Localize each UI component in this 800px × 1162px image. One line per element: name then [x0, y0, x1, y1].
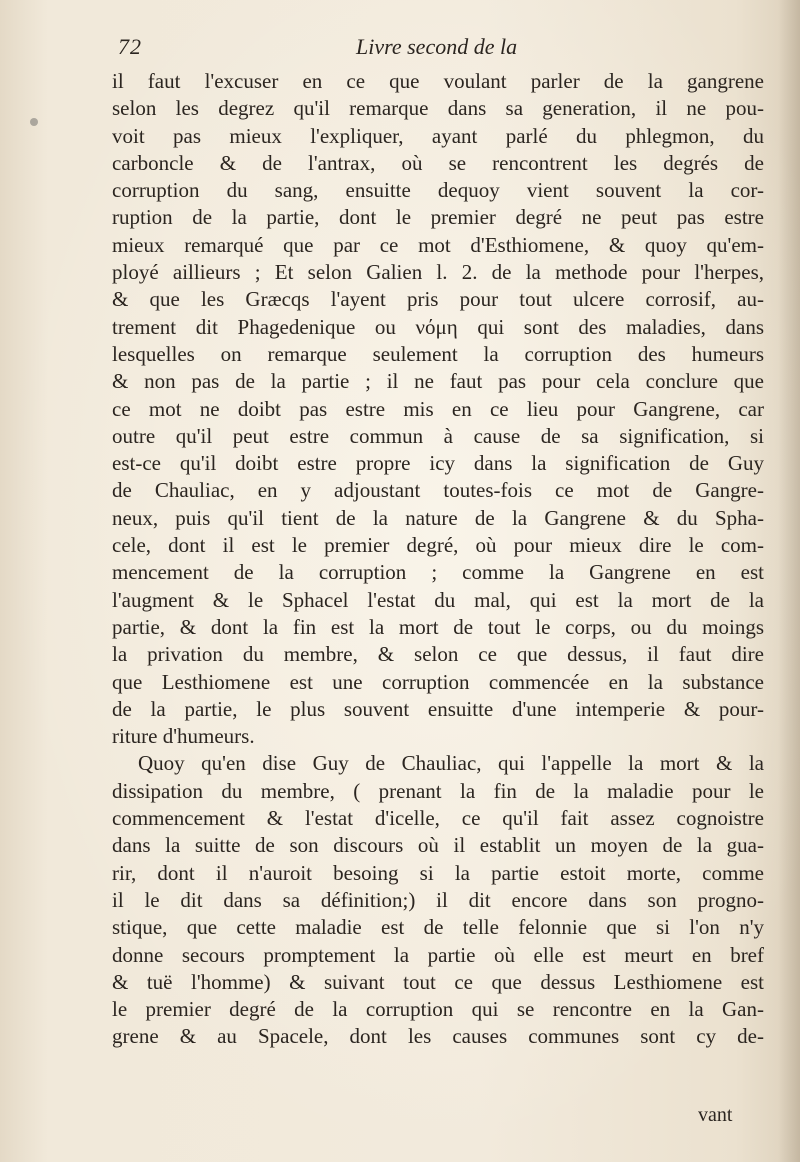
text-line: & tuë l'homme) & suivant tout ce que dessus Lesthiomene est [112, 969, 764, 994]
text-line: de la partie, le plus souvent ensuitte d'une intemperie & pour- [112, 696, 764, 721]
text-line: neux, puis qu'il tient de la nature de la Gangrene & du Spha- [112, 505, 764, 530]
text-line: voit pas mieux l'expliquer, ayant parlé du phlegmon, du [112, 123, 764, 148]
text-line: stique, que cette maladie est de telle felonnie que si l'on n'y [112, 915, 764, 940]
text-line: & non pas de la partie ; il ne faut pas pour cela conclure que [112, 369, 764, 394]
running-head: Livre second de la [356, 34, 518, 59]
page-edge-shadow [778, 0, 800, 1162]
text-line: rir, dont il n'auroit besoing si la partie estoit morte, comme [112, 860, 764, 885]
text-line: l'augment & le Sphacel l'estat du mal, qui est la mort de la [112, 587, 764, 612]
page-number: 72 [118, 34, 142, 59]
text-line: dans la suitte de son discours où il establit un moyen de la gua- [112, 833, 764, 858]
text-line: la privation du membre, & selon ce que dessus, il faut dire [112, 642, 764, 667]
ink-spot [30, 118, 38, 126]
text-line: il faut l'excuser en ce que voulant parler de la gangrene [112, 69, 764, 93]
text-line: dissipation du membre, ( prenant la fin de la maladie pour le [112, 778, 764, 803]
text-line: commencement & l'estat d'icelle, ce qu'il fait assez cognoistre [112, 806, 764, 831]
text-line: mieux remarqué que par ce mot d'Esthiomene, & quoy qu'em- [112, 232, 764, 257]
text-line: carboncle & de l'antrax, où se rencontrent les degrés de [112, 150, 764, 175]
text-line: mencement de la corruption ; comme la Gangrene en est [112, 560, 764, 585]
text-line: corruption du sang, ensuitte dequoy vient souvent la cor- [112, 178, 764, 203]
text-line: donne secours promptement la partie où elle est meurt en bref [112, 942, 764, 967]
text-line: & que les Græcqs l'ayent pris pour tout ulcere corrosif, au- [112, 287, 764, 312]
text-line: il le dit dans sa définition;) il dit encore dans son progno- [112, 887, 764, 912]
page-header [118, 34, 738, 68]
text-line: grene & au Spacele, dont les causes communes sont cy de- [112, 1024, 764, 1049]
text-line: partie, & dont la fin est la mort de tout le corps, ou du moings [112, 614, 764, 639]
catchword: vant [698, 1104, 733, 1126]
text-line: ployé aillieurs ; Et selon Galien l. 2. de la methode pour l'herpes, [112, 260, 764, 285]
text-line: trement dit Phagedenique ou νόμη qui sont des maladies, dans [112, 314, 764, 339]
text-line: ce mot ne doibt pas estre mis en ce lieu pour Gangrene, car [112, 396, 764, 421]
text-line: outre qu'il peut estre commun à cause de sa signification, si [112, 423, 764, 448]
body-text [112, 68, 764, 1051]
text-line: Quoy qu'en dise Guy de Chauliac, qui l'appelle la mort & la [138, 751, 764, 776]
text-line: que Lesthiomene est une corruption commencée en la substance [112, 669, 764, 694]
text-line: de Chauliac, en y adjoustant toutes-fois ce mot de Gangre- [112, 478, 764, 503]
text-line: riture d'humeurs. [112, 724, 255, 749]
text-line: le premier degré de la corruption qui se rencontre en la Gan- [112, 997, 764, 1022]
text-line: cele, dont il est le premier degré, où pour mieux dire le com- [112, 533, 764, 558]
text-line: est-ce qu'il doibt estre propre icy dans la signification de Guy [112, 451, 764, 476]
text-line: lesquelles on remarque seulement la corruption des humeurs [112, 341, 764, 366]
text-line: ruption de la partie, dont le premier degré ne peut pas estre [112, 205, 764, 230]
text-line: selon les degrez qu'il remarque dans sa generation, il ne pou- [112, 96, 764, 121]
